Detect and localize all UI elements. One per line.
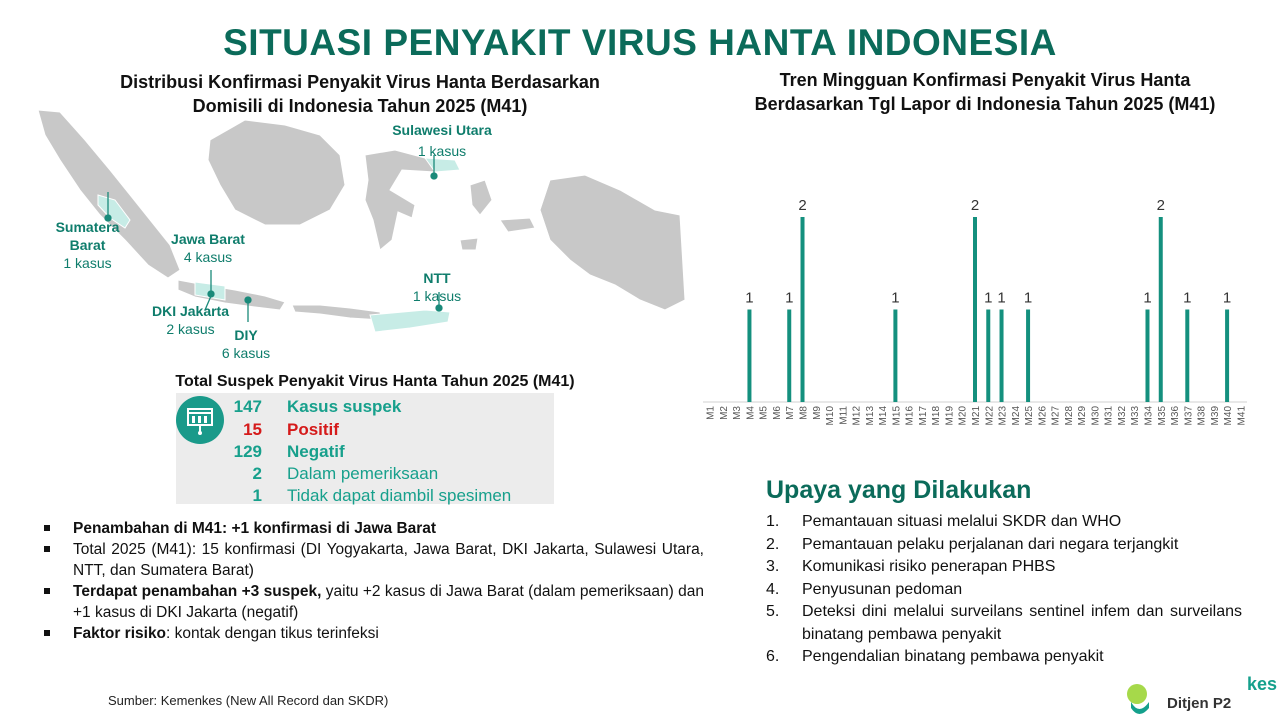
x-tick-label: M29 (1077, 406, 1089, 426)
x-tick-label: M22 (984, 406, 996, 426)
x-tick-label: M19 (944, 406, 956, 426)
x-tick-label: M17 (917, 406, 929, 426)
bar-M15 (893, 310, 897, 403)
suspek-row (224, 441, 345, 463)
page-title: SITUASI PENYAKIT VIRUS HANTA INDONESIA (223, 22, 1057, 63)
upaya-text: Komunikasi risiko penerapan PHBS (802, 558, 1056, 575)
chart-title-line1: Tren Mingguan Konfirmasi Penyakit Virus Hanta (779, 70, 1191, 90)
bar-M8 (801, 217, 805, 402)
maluku-shape (460, 180, 535, 250)
x-tick-label: M28 (1063, 406, 1075, 426)
bullet-text: : kontak dengan tikus terinfeksi (166, 625, 379, 642)
x-tick-label: M20 (957, 406, 969, 426)
label-sumatera-barat (40, 218, 135, 272)
label-jawa-barat (158, 230, 258, 266)
suspek-value: 1 (252, 486, 262, 505)
x-tick-label: M38 (1196, 406, 1208, 426)
bar-M23 (1000, 310, 1004, 403)
bar-value-label: 1 (1023, 289, 1033, 307)
upaya-text: Pemantauan situasi melalui SKDR dan WHO (802, 513, 1122, 530)
suspek-value: 2 (252, 464, 262, 483)
upaya-number: 5. (766, 603, 780, 620)
suspek-value: 129 (233, 442, 262, 461)
label-diy (206, 326, 286, 362)
bullet-item (44, 623, 704, 644)
x-tick-label: M3 (732, 406, 744, 420)
x-tick-label: M12 (851, 406, 863, 426)
upaya-number: 2. (766, 535, 780, 553)
x-tick-label: M4 (745, 406, 757, 420)
upaya-number: 4. (766, 580, 780, 598)
x-tick-label: M1 (705, 406, 717, 420)
x-tick-label: M2 (718, 406, 730, 420)
bullet-item (44, 518, 704, 539)
upaya-number: 6. (766, 648, 780, 665)
bullet-bold: Faktor risiko (73, 625, 167, 642)
label-ntt (397, 269, 477, 305)
sulawesi-shape (365, 150, 440, 250)
suspek-label: Tidak dapat diambil spesimen (287, 486, 512, 505)
label-name: Sulawesi Utara (392, 122, 492, 138)
logo-text: Ditjen P2 (1167, 695, 1232, 712)
bar-M25 (1026, 310, 1030, 403)
bar-M4 (747, 310, 751, 403)
bar-value-label: 1 (1143, 289, 1152, 307)
bar-value-label: 2 (798, 197, 807, 214)
upaya-list (766, 511, 1242, 669)
upaya-number: 3. (766, 558, 780, 575)
bullet-text: yaitu +2 kasus di Jawa Barat (dalam pemeriksaan) dan +1 kasus di DKI Jakarta (negatif) (73, 583, 704, 621)
map-title-line1: Distribusi Konfirmasi Penyakit Virus Hanta Berdasarkan (120, 72, 600, 92)
bar-M34 (1145, 310, 1149, 403)
papua-shape (540, 175, 685, 310)
weekly-bar-chart (700, 170, 1260, 440)
upaya-item (766, 601, 1242, 646)
label-count: 2 kasus (166, 321, 215, 337)
upaya-text: Penyusunan pedoman (802, 580, 963, 598)
ditjen-p2-logo (1115, 672, 1280, 720)
label-name: Jawa Barat (171, 231, 245, 247)
bar-value-label: 2 (970, 197, 980, 214)
upaya-text: Deteksi dini melalui surveilans sentinel infem dan surveilans binatang pembawa penyakit (802, 603, 1242, 643)
microscope-icon (176, 396, 224, 444)
x-tick-label: M15 (891, 406, 903, 426)
label-name: DIY (234, 327, 258, 343)
suspek-row (224, 485, 512, 507)
upaya-title: Upaya yang Dilakukan (766, 476, 1032, 504)
logo-partial-text: kes (1247, 674, 1278, 694)
bullet-square-icon (44, 546, 50, 552)
x-tick-label: M24 (1010, 406, 1022, 426)
chart-title-line2: Berdasarkan Tgl Lapor di Indonesia Tahun 2025 (M41) (754, 94, 1216, 114)
x-tick-label: M16 (904, 406, 916, 426)
x-tick-label: M39 (1209, 406, 1221, 426)
x-tick-label: M36 (1170, 406, 1182, 426)
x-tick-label: M26 (1037, 406, 1049, 426)
x-tick-label: M13 (864, 406, 876, 426)
source-note: Sumber: Kemenkes (New All Record dan SKDR) (108, 693, 389, 708)
label-name: NTT (423, 270, 451, 286)
label-count: 6 kasus (221, 345, 271, 361)
bullet-item (44, 539, 704, 581)
nusa-tenggara-shape (292, 305, 382, 320)
summary-bullets (44, 518, 704, 644)
suspek-value: 147 (233, 397, 262, 416)
label-name-1: Sumatera (55, 219, 120, 235)
upaya-number: 1. (766, 513, 780, 530)
upaya-item (766, 579, 1242, 602)
bullet-bold: Terdapat penambahan +3 suspek, (73, 583, 322, 600)
kalimantan-shape (208, 120, 345, 225)
label-count: 4 kasus (183, 249, 233, 265)
x-tick-label: M21 (971, 406, 982, 426)
suspek-row (224, 419, 339, 441)
bar-M35 (1159, 217, 1163, 402)
x-tick-label: M31 (1103, 406, 1115, 426)
bullet-square-icon (44, 630, 50, 636)
bar-value-label: 1 (997, 289, 1006, 307)
bar-value-label: 2 (1156, 197, 1165, 214)
suspek-row (224, 396, 402, 418)
bullet-square-icon (44, 525, 50, 531)
x-tick-label: M27 (1050, 406, 1062, 426)
x-tick-label: M30 (1090, 406, 1102, 426)
x-tick-label: M8 (798, 406, 810, 420)
upaya-item (766, 511, 1242, 534)
bar-value-label: 1 (984, 289, 993, 307)
x-tick-label: M25 (1024, 406, 1036, 426)
bar-M37 (1185, 310, 1189, 403)
label-count: 1 kasus (412, 288, 462, 304)
x-tick-label: M33 (1130, 406, 1142, 426)
bar-value-label: 1 (745, 289, 754, 307)
label-sulawesi-utara (382, 121, 502, 160)
upaya-item (766, 534, 1242, 557)
bullet-bold: Penambahan di M41: +1 konfirmasi di Jawa Barat (73, 520, 437, 537)
bar-value-label: 1 (1222, 289, 1232, 307)
label-count: 1 kasus (63, 255, 112, 271)
x-tick-label: M40 (1223, 406, 1235, 426)
label-name: DKI Jakarta (151, 303, 230, 319)
bar-value-label: 1 (1183, 289, 1192, 307)
x-tick-label: M37 (1183, 406, 1195, 426)
upaya-text: Pengendalian binatang pembawa penyakit (802, 648, 1104, 665)
x-tick-label: M18 (931, 406, 943, 426)
suspek-label: Positif (287, 420, 339, 439)
suspek-label: Dalam pemeriksaan (287, 464, 439, 483)
suspek-row (224, 463, 439, 485)
x-tick-label: M5 (758, 406, 770, 420)
chart-title (700, 68, 1270, 116)
upaya-item (766, 646, 1242, 669)
suspek-title: Total Suspek Penyakit Virus Hanta Tahun 2025 (M41) (175, 373, 575, 390)
bar-value-label: 1 (785, 289, 794, 307)
x-tick-label: M23 (997, 406, 1009, 426)
bar-M7 (787, 310, 791, 403)
x-tick-label: M14 (878, 406, 890, 426)
suspek-label: Negatif (287, 442, 345, 461)
x-tick-label: M9 (811, 406, 823, 420)
label-count: 1 kasus (417, 143, 467, 159)
bullet-text: Total 2025 (M41): 15 konfirmasi (DI Yogyakarta, Jawa Barat, DKI Jakarta, Sulawesi Utara, NTT, dan Sumatera Barat) (73, 541, 704, 579)
bullet-square-icon (44, 588, 50, 594)
label-name-2: Barat (69, 237, 106, 253)
bullet-item (44, 581, 704, 623)
upaya-item (766, 556, 1242, 579)
suspek-label: Kasus suspek (287, 397, 402, 416)
upaya-text: Pemantauan pelaku perjalanan dari negara terjangkit (802, 535, 1179, 553)
x-tick-label: M32 (1116, 406, 1128, 426)
map-title-line2: Domisili di Indonesia Tahun 2025 (M41) (192, 96, 528, 116)
suspek-value: 15 (243, 420, 262, 439)
x-tick-label: M11 (838, 406, 850, 425)
bar-M21 (973, 217, 977, 402)
x-tick-label: M35 (1156, 406, 1168, 426)
ntt-highlight (370, 310, 450, 332)
x-tick-label: M6 (771, 406, 783, 420)
x-tick-label: M34 (1143, 406, 1155, 426)
bar-M40 (1225, 310, 1229, 403)
bar-M22 (986, 310, 990, 403)
x-tick-label: M7 (785, 406, 797, 420)
x-tick-label: M10 (825, 406, 837, 426)
bar-value-label: 1 (891, 289, 900, 307)
x-tick-label: M41 (1236, 406, 1248, 426)
